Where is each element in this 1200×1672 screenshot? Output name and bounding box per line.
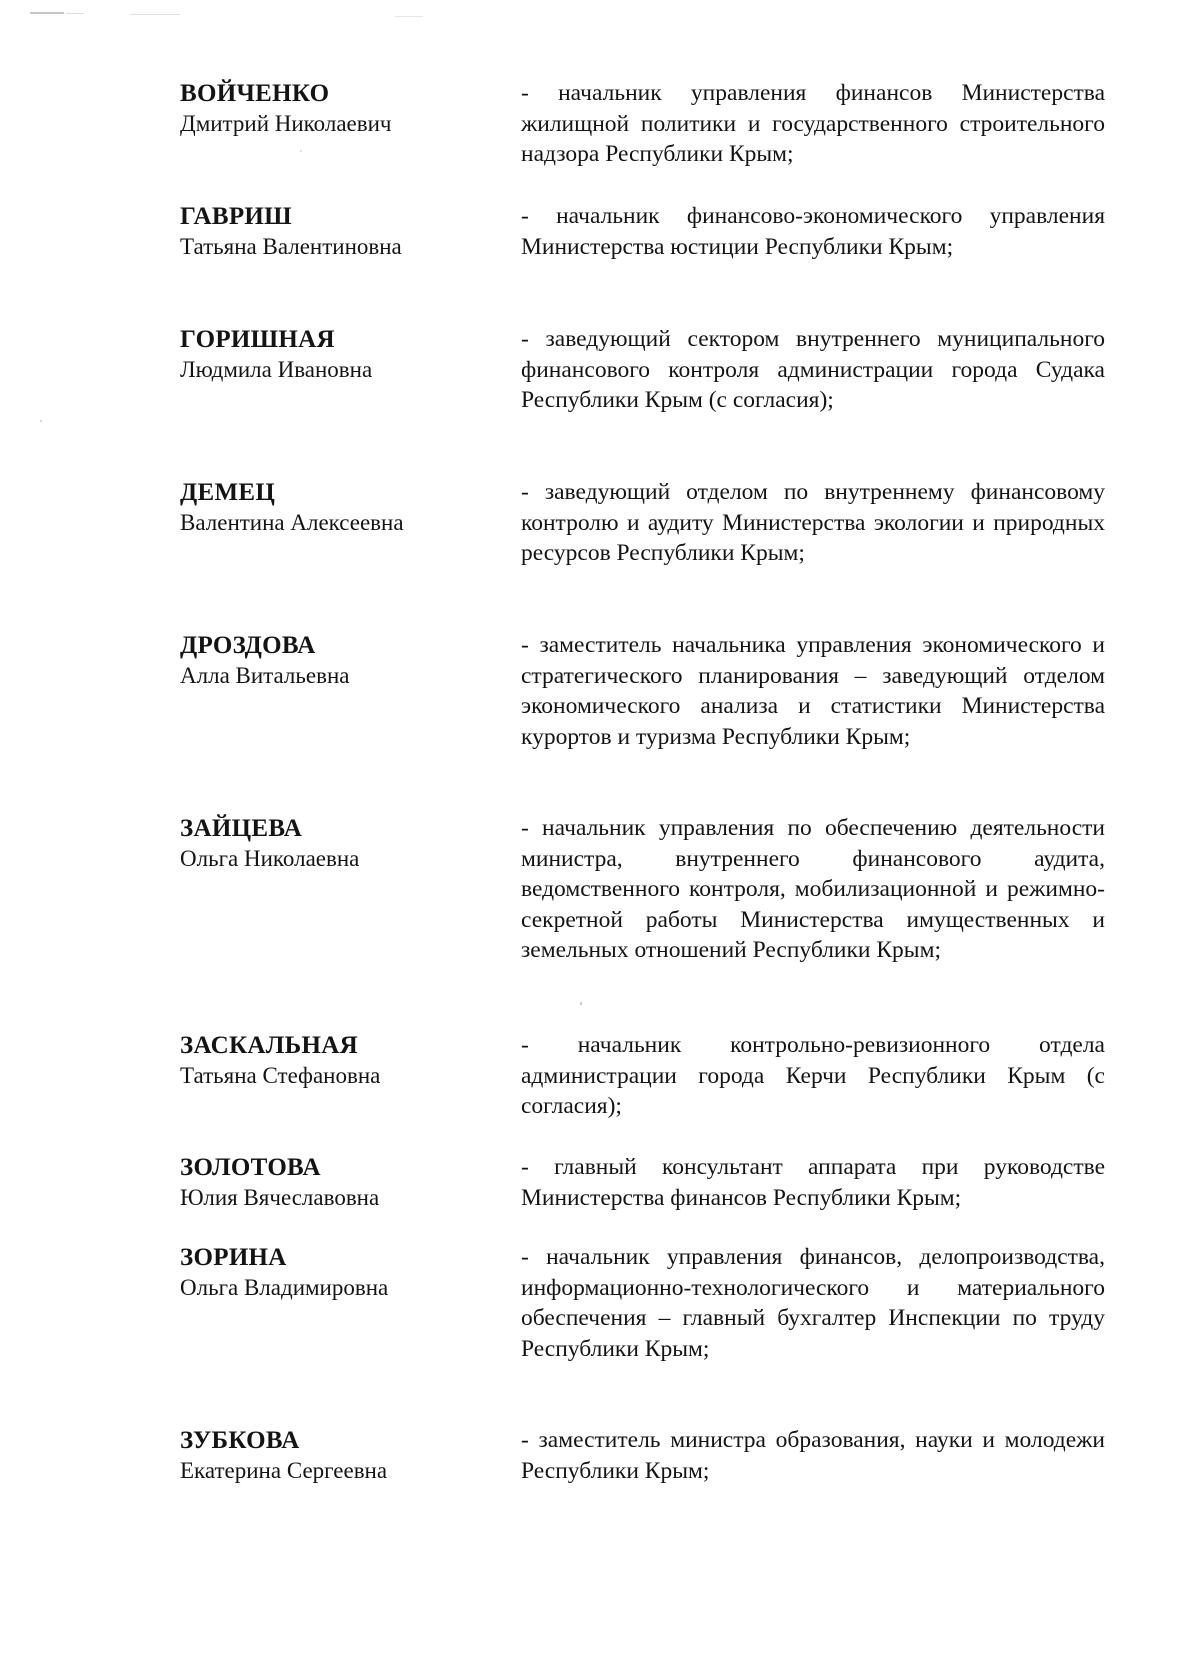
- member-position: - начальник финансово-экономического управления Министерства юстиции Республики Крым;: [521, 203, 1105, 260]
- scan-artifact: [395, 16, 423, 17]
- member-surname: ДРОЗДОВА: [180, 632, 316, 659]
- member-given-names: Людмила Ивановна: [180, 357, 373, 382]
- member-given-names: Екатерина Сергеевна: [180, 1458, 388, 1483]
- member-position: - начальник управления по обеспечению деятельности министра, внутреннего финансового аудита, ведомственного контроля, мобилизационной и режимно-секретной работы Министерства имущественных и земельных отношений Республики Крым;: [521, 815, 1105, 963]
- member-surname: ГАВРИШ: [180, 203, 292, 230]
- scan-artifact: [66, 13, 84, 14]
- member-given-names: Дмитрий Николаевич: [180, 111, 392, 136]
- scan-artifact: [40, 420, 42, 422]
- member-position: - заместитель начальника управления экономического и стратегического планирования – заведующий отделом экономического анализа и статистики Министерства курортов и туризма Республики Крым;: [521, 632, 1105, 750]
- member-given-names: Ольга Николаевна: [180, 846, 360, 871]
- member-position: - начальник управления финансов Министерства жилищной политики и государственного строительного надзора Республики Крым;: [521, 80, 1105, 167]
- member-given-names: Ольга Владимировна: [180, 1275, 389, 1300]
- member-position: - главный консультант аппарата при руководстве Министерства финансов Республики Крым;: [521, 1154, 1105, 1211]
- member-given-names: Валентина Алексеевна: [180, 510, 404, 535]
- scan-artifact: [300, 150, 302, 152]
- member-name: [180, 1030, 480, 1091]
- member-given-names: Алла Витальевна: [180, 663, 350, 688]
- member-surname: ЗАСКАЛЬНАЯ: [180, 1032, 358, 1059]
- member-surname: ЗОЛОТОВА: [180, 1154, 321, 1181]
- scan-artifact: [130, 14, 180, 15]
- member-name: [180, 1152, 480, 1213]
- member-name: [180, 1242, 480, 1303]
- member-given-names: Татьяна Стефановна: [180, 1063, 381, 1088]
- member-position: - начальник контрольно-ревизионного отдела администрации города Керчи Республики Крым (с согласия);: [521, 1032, 1105, 1119]
- member-surname: ЗАЙЦЕВА: [180, 815, 303, 842]
- member-name: [180, 477, 480, 538]
- member-position: - заведующий отделом по внутреннему финансовому контролю и аудиту Министерства экологии и природных ресурсов Республики Крым;: [521, 479, 1105, 566]
- member-given-names: Татьяна Валентиновна: [180, 234, 402, 259]
- member-name: [180, 1425, 480, 1486]
- member-surname: ВОЙЧЕНКО: [180, 80, 330, 107]
- member-surname: ЗУБКОВА: [180, 1427, 300, 1454]
- member-name: [180, 201, 480, 262]
- member-surname: ГОРИШНАЯ: [180, 326, 335, 353]
- member-position: - заведующий сектором внутреннего муниципального финансового контроля администрации города Судака Республики Крым (с согласия);: [521, 326, 1105, 413]
- member-position: - начальник управления финансов, делопроизводства, информационно-технологического и материального обеспечения – главный бухгалтер Инспекции по труду Республики Крым;: [521, 1244, 1105, 1362]
- member-name: [180, 78, 480, 139]
- member-position: - заместитель министра образования, науки и молодежи Республики Крым;: [521, 1427, 1105, 1484]
- scan-artifact: [580, 1002, 582, 1005]
- member-name: [180, 813, 480, 874]
- member-given-names: Юлия Вячеславовна: [180, 1185, 380, 1210]
- member-surname: ДЕМЕЦ: [180, 479, 276, 506]
- member-surname: ЗОРИНА: [180, 1244, 287, 1271]
- member-name: [180, 324, 480, 385]
- member-name: [180, 630, 480, 691]
- scan-artifact: [30, 12, 64, 14]
